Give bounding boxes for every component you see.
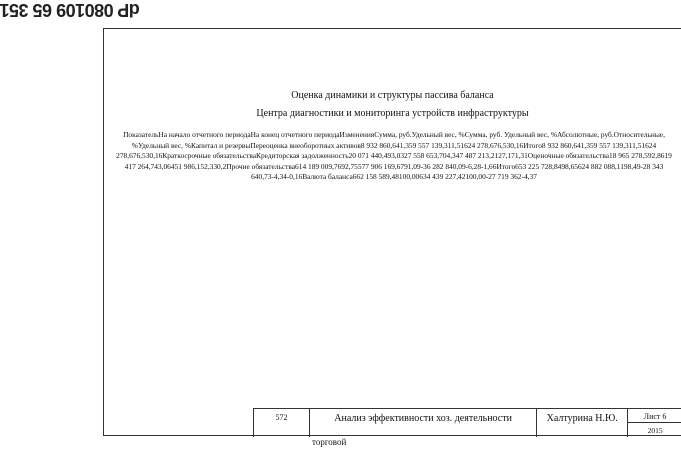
footer-word: торговой (312, 437, 347, 447)
document-subject: Анализ эффективности хоз. деятельности (310, 409, 537, 437)
title-block (253, 408, 681, 437)
document-title: Оценка динамики и структуры пассива баланса (291, 90, 494, 101)
document-number: 572 (254, 409, 310, 437)
rotated-stamp-number: dP 080109 65 351 (0, 0, 140, 20)
document-subtitle: Центра диагностики и мониторинга устройств инфраструктуры (256, 108, 529, 119)
page-frame (103, 28, 681, 436)
sheet-info (628, 409, 681, 437)
author-name: Халтурина Н.Ю. (537, 409, 628, 437)
sheet-number: Лист 6 (628, 409, 681, 423)
table-text-flattened: ПоказательНа начало отчетного периодаНа конец отчетного периодаИзмененияСумма, руб.Удельный вес, %Сумма, руб. Удельный вес, %Абсолютные, руб.Относительные, %Удельный вес, %Капитал и резервыПереоценка внеоборотных активов8 932 860,641,359 557 139,311,51624 278,676,530,16Итого8 932 860,641,359 557 139,311,51624 278,676,530,16Краткосрочные обязательстваКредиторская задолженность20 071 440,493,0327 558 653,704,347 487 213,2127,171,31Оценочные обязательства18 965 278,592,8619 417 264,743,06451 986,152,330,2Прочие обязательства614 189 009,7692,75577 906 169,6791,09-36 282 840,09-6,28-1,66Итого653 225 728,8498,65624 882 088,1198,49-28 343 640,73-4,34-0,16Валюта баланса662 158 589,48100,00634 439 227,42100,00-27 719 362-4,37 (116, 130, 672, 181)
year: 2015 (647, 426, 663, 435)
